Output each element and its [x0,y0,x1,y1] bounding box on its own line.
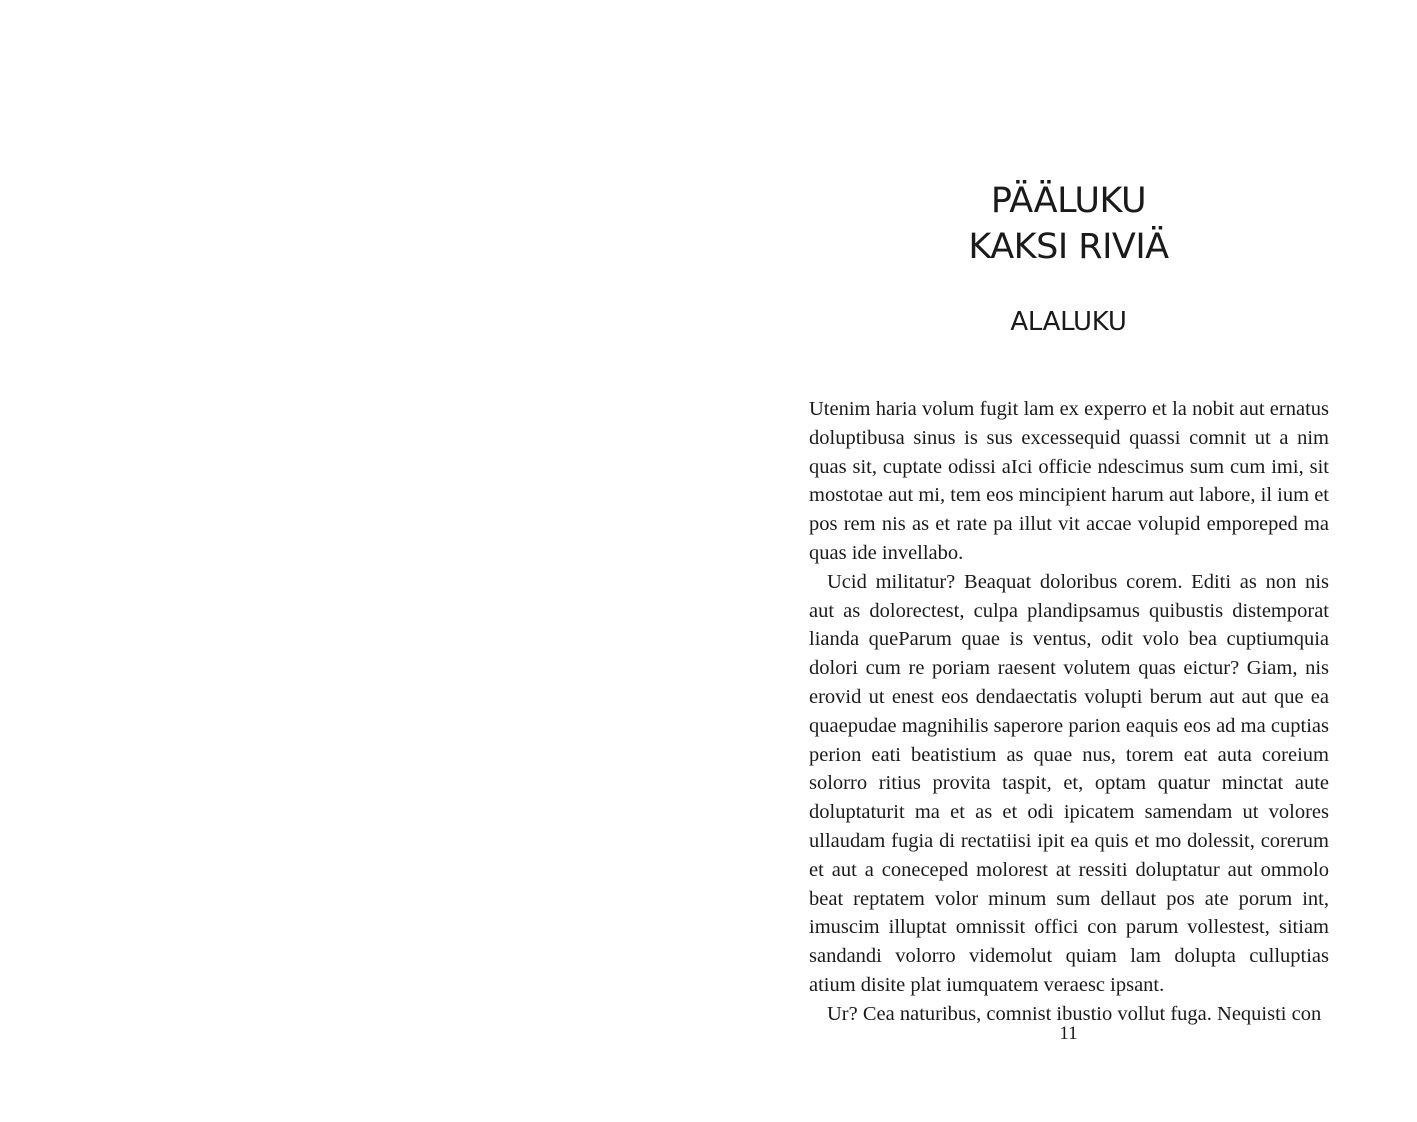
paragraph-3: Ur? Cea naturibus, comnist ibustio vollut fuga. Nequisti con [827,1002,1322,1025]
body-text [809,395,1329,1025]
page-number: 11 [1059,1023,1078,1044]
right-page [708,0,1417,1122]
chapter-subtitle: ALALUKU [1010,307,1127,337]
paragraph-1: Utenim haria volum fugit lam ex experro et la nobit aut ernatus doluptibusa sinus is sus excessequid quassi comnit ut a nim quas sit, cuptate odissi aIci officie ndescimus sum cum imi, sit mostotae aut mi, tem eos mincipient harum aut labore, il ium et pos rem nis as et rate pa illut vit accae volupid emporeped ma quas ide invellabo. [809,398,1329,564]
chapter-title-line-2: KAKSI RIVIÄ [968,227,1169,267]
left-page-blank [0,0,708,1122]
paragraph-2: Ucid militatur? Beaquat doloribus corem. Editi as non nis aut as dolorectest, culpa plandipsamus quibustis distemporat lianda queParum quae is ventus, odit volo bea cuptiumquia dolori cum re poriam raesent volutem quas eictur? Giam, nis erovid ut enest eos dendaectatis volupti berum aut aut que ea quaepudae magnihilis saperore parion eaquis eos ad ma cuptias perion eati beatistium as quae nus, torem eat auta coreium solorro ritius provita taspit, et, optam quatur minctat aute doluptaturit ma et as et odi ipicatem samendam ut volores ullaudam fugia di rectatiisi ipit ea quis et mo dolessit, corerum et aut a coneceped molorest at ressiti doluptatur aut ommolo beat reptatem volor minum sum dellaut pos ate porum int, imuscim illuptat omnissit offici con parum vollestest, sitiam sandandi volorro videmolut quiam lam dolupta culluptias atium disite plat iumquatem veraesc ipsant. [809,570,1329,996]
chapter-title-line-1: PÄÄLUKU [990,181,1147,221]
chapter-title [808,178,1329,270]
